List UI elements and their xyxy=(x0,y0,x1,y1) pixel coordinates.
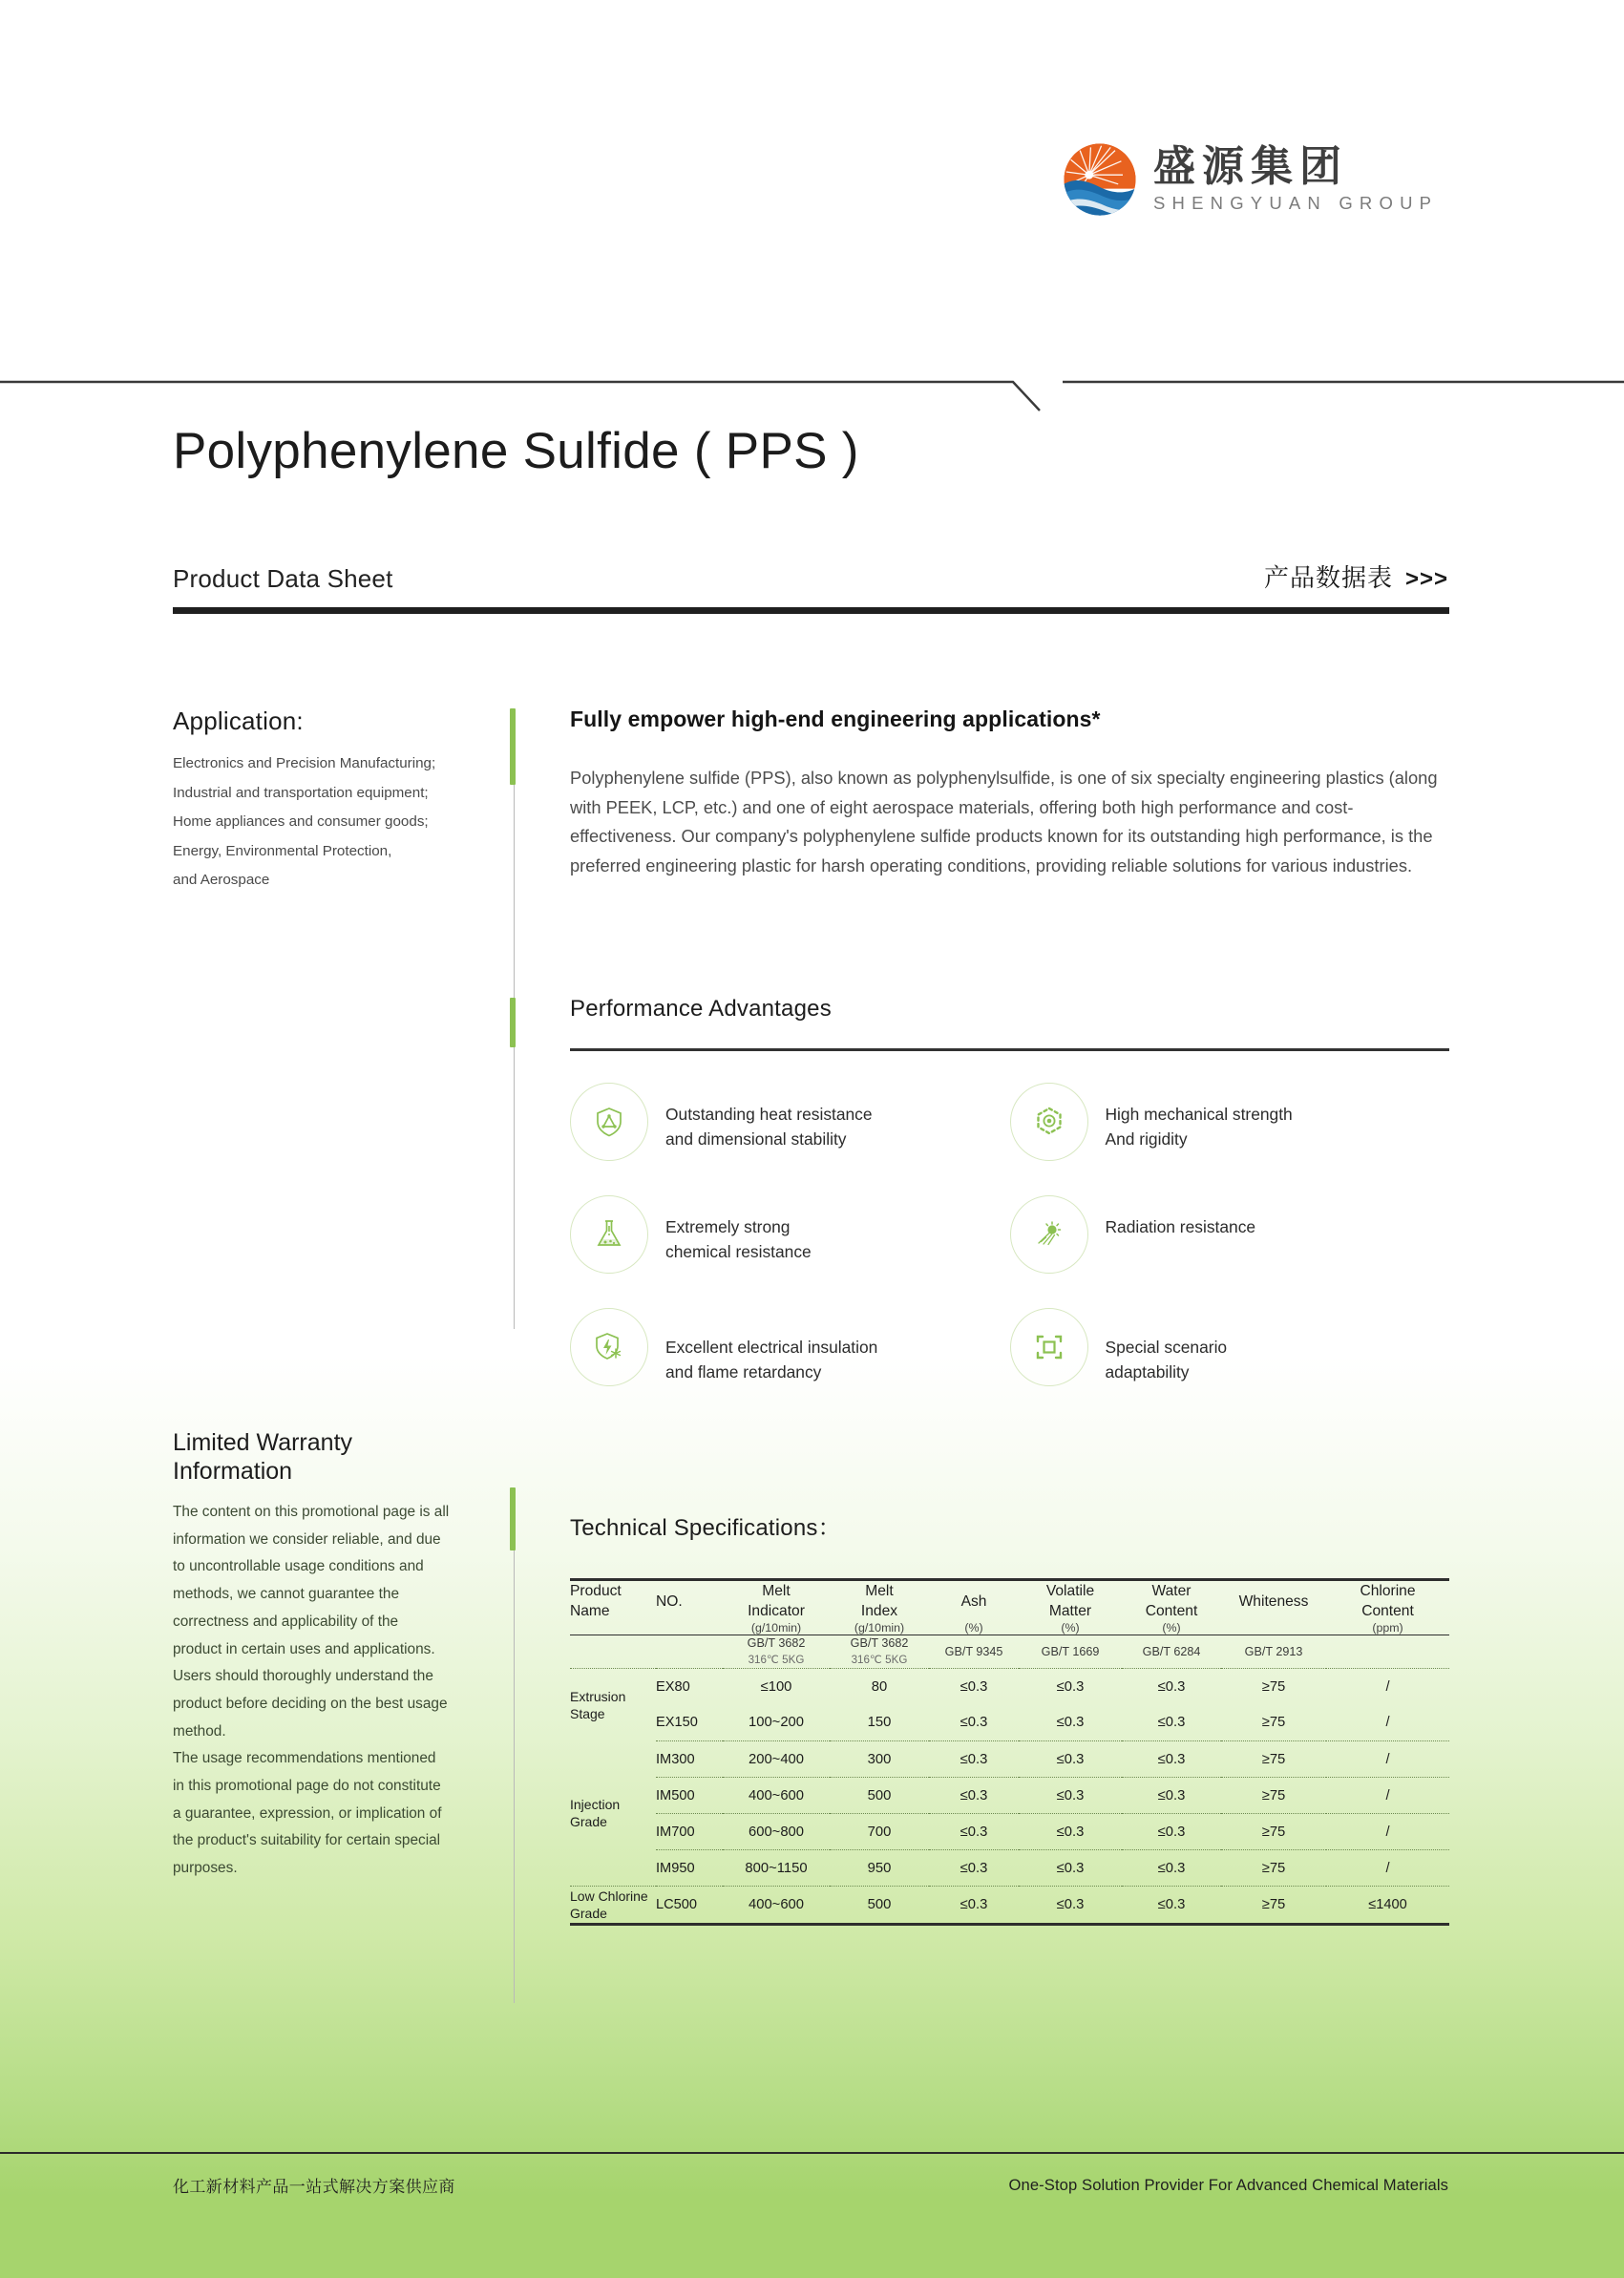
advantage-item xyxy=(570,1083,1010,1161)
group-label: Low Chlorine Grade xyxy=(570,1888,648,1921)
column-header: Whiteness xyxy=(1238,1592,1309,1610)
unit-cell: (g/10min) xyxy=(723,1621,830,1635)
cell-whiteness: ≥75 xyxy=(1221,1814,1326,1850)
green-accent-advantages xyxy=(510,998,516,1047)
subtitle-chinese: 产品数据表 xyxy=(1263,564,1393,593)
footer-divider xyxy=(0,2152,1624,2154)
cell-whiteness: ≥75 xyxy=(1221,1705,1326,1741)
advantage-item xyxy=(1010,1308,1450,1386)
standard-cell: GB/T 1669 xyxy=(1019,1635,1122,1669)
cell-no: LC500 xyxy=(656,1896,698,1912)
cell-ash: ≤0.3 xyxy=(929,1741,1019,1778)
standard-cell xyxy=(570,1635,656,1669)
subtitle-underline xyxy=(173,607,1449,614)
advantage-item xyxy=(1010,1195,1450,1274)
cell-chlorine: / xyxy=(1326,1814,1449,1850)
cell-whiteness: ≥75 xyxy=(1261,1896,1286,1912)
standard-cell xyxy=(656,1635,723,1669)
table-standards-row xyxy=(570,1635,1449,1669)
advantage-item xyxy=(570,1308,1010,1386)
specifications-table xyxy=(570,1581,1449,1635)
advantages-grid xyxy=(570,1083,1449,1386)
sun-rays-icon xyxy=(1010,1195,1088,1274)
unit-cell: (%) xyxy=(929,1621,1019,1635)
chevron-right-icon: >>> xyxy=(1404,566,1448,592)
advantages-underline xyxy=(570,1048,1449,1051)
table-units-row xyxy=(570,1621,1449,1635)
column-header: Product Name xyxy=(570,1583,622,1619)
advantage-label: Extremely strong chemical resistance xyxy=(665,1217,812,1261)
cell-melt-index: 80 xyxy=(871,1678,888,1695)
flask-warning-icon xyxy=(570,1195,648,1274)
cell-no: IM700 xyxy=(656,1814,723,1850)
cell-melt-index: 500 xyxy=(867,1896,892,1912)
cell-water: ≤0.3 xyxy=(1122,1850,1221,1887)
standard-cell: GB/T 2913 xyxy=(1221,1635,1326,1669)
application-section xyxy=(173,707,478,896)
advantages-header xyxy=(570,996,1449,1051)
table-header-row xyxy=(570,1581,1449,1621)
cell-no: IM500 xyxy=(656,1778,723,1814)
table-row xyxy=(570,1850,1449,1887)
intro-heading: Fully empower high-end engineering applications* xyxy=(570,707,1101,731)
column-header: Water Content xyxy=(1145,1583,1198,1619)
table-bottom-rule xyxy=(570,1923,1449,1926)
application-list xyxy=(173,749,478,896)
cell-chlorine: / xyxy=(1326,1741,1449,1778)
cell-water: ≤0.3 xyxy=(1122,1741,1221,1778)
cell-melt-indicator: 100~200 xyxy=(723,1705,830,1741)
advantage-item xyxy=(570,1195,1010,1274)
specifications-body-table xyxy=(570,1635,1449,1923)
cell-ash: ≤0.3 xyxy=(929,1850,1019,1887)
cell-ash: ≤0.3 xyxy=(929,1778,1019,1814)
warranty-heading-line1: Limited Warranty xyxy=(173,1429,353,1456)
warranty-section xyxy=(173,1428,450,1883)
column-header: Melt Index xyxy=(860,1583,898,1619)
footer xyxy=(173,2173,1448,2197)
cell-melt-indicator: 200~400 xyxy=(723,1741,830,1778)
footer-english-tagline: One-Stop Solution Provider For Advanced Chemical Materials xyxy=(1008,2175,1448,2194)
cell-melt-indicator: ≤100 xyxy=(760,1678,792,1695)
cell-ash: ≤0.3 xyxy=(960,1678,988,1695)
table-row xyxy=(570,1887,1449,1923)
list-item: Home appliances and consumer goods; xyxy=(173,813,429,830)
advantage-label: High mechanical strength And rigidity xyxy=(1105,1105,1293,1149)
standard-cell: GB/T 9345 xyxy=(929,1635,1019,1669)
cell-melt-indicator: 600~800 xyxy=(723,1814,830,1850)
cell-water: ≤0.3 xyxy=(1122,1705,1221,1741)
cell-melt-indicator: 400~600 xyxy=(748,1896,805,1912)
green-accent-specifications xyxy=(510,1487,516,1550)
footer-chinese-tagline: 化工新材料产品一站式解决方案供应商 xyxy=(173,2178,455,2197)
cell-no: EX150 xyxy=(656,1705,723,1741)
subtitle-english: Product Data Sheet xyxy=(173,564,393,593)
unit-cell: (ppm) xyxy=(1326,1621,1449,1635)
table-row xyxy=(570,1778,1449,1814)
cell-chlorine: / xyxy=(1326,1778,1449,1814)
cell-melt-index: 700 xyxy=(830,1814,929,1850)
shield-triangle-icon xyxy=(570,1083,648,1161)
warranty-paragraph: The usage recommendations mentioned in this promotional page do not constitute a guarantee, expression, or implication of the product's suitability for certain special purposes. xyxy=(173,1750,442,1877)
cell-volatile: ≤0.3 xyxy=(1056,1678,1085,1695)
scan-frame-icon xyxy=(1010,1308,1088,1386)
table-row xyxy=(570,1669,1449,1705)
cell-whiteness: ≥75 xyxy=(1221,1741,1326,1778)
column-header: Melt Indicator xyxy=(748,1583,805,1619)
list-item: Industrial and transportation equipment; xyxy=(173,784,429,801)
table-row xyxy=(570,1741,1449,1778)
application-heading: Application: xyxy=(173,707,304,735)
standard-cell: GB/T 6284 xyxy=(1122,1635,1221,1669)
group-label: Injection Grade xyxy=(570,1741,656,1887)
cell-chlorine: ≤1400 xyxy=(1368,1896,1407,1912)
column-header: Chlorine Content xyxy=(1360,1583,1416,1619)
subtitle-row xyxy=(173,559,1448,594)
cell-volatile: ≤0.3 xyxy=(1019,1850,1122,1887)
cell-volatile: ≤0.3 xyxy=(1019,1741,1122,1778)
cell-melt-indicator: 400~600 xyxy=(723,1778,830,1814)
cell-volatile: ≤0.3 xyxy=(1019,1705,1122,1741)
table-row xyxy=(570,1705,1449,1741)
logo-chinese-name: 盛源集团 xyxy=(1153,141,1348,191)
cell-chlorine: / xyxy=(1326,1705,1449,1741)
cell-water: ≤0.3 xyxy=(1157,1678,1186,1695)
unit-cell: (%) xyxy=(1122,1621,1221,1635)
header-divider-rule xyxy=(0,374,1624,412)
column-header: Ash xyxy=(960,1592,987,1610)
specifications-table-wrap xyxy=(570,1578,1449,1926)
list-item: Energy, Environmental Protection, xyxy=(173,842,392,859)
standard-cell: GB/T 3682 316℃ 5KG xyxy=(830,1635,929,1669)
green-accent-application xyxy=(510,708,516,785)
warranty-paragraph: The content on this promotional page is all information we consider reliable, and due to uncontrollable usage conditions and methods, we cannot guarantee the correctness and applicability of the product in certain uses and applications. xyxy=(173,1504,450,1657)
standard-cell xyxy=(1326,1635,1449,1669)
cell-melt-index: 950 xyxy=(830,1850,929,1887)
standard-cell: GB/T 3682 316℃ 5KG xyxy=(723,1635,830,1669)
cell-chlorine: / xyxy=(1385,1678,1390,1695)
advantages-heading: Performance Advantages xyxy=(570,996,832,1022)
advantage-label: Special scenario adaptability xyxy=(1105,1338,1228,1382)
cell-volatile: ≤0.3 xyxy=(1019,1814,1122,1850)
unit-cell: (%) xyxy=(1019,1621,1122,1635)
advantage-item xyxy=(1010,1083,1450,1161)
advantage-label: Outstanding heat resistance and dimensional stability xyxy=(665,1105,873,1149)
cell-melt-indicator: 800~1150 xyxy=(723,1850,830,1887)
cell-ash: ≤0.3 xyxy=(929,1814,1019,1850)
cell-no: IM300 xyxy=(656,1741,723,1778)
cell-melt-index: 150 xyxy=(830,1705,929,1741)
cell-whiteness: ≥75 xyxy=(1261,1678,1286,1695)
sun-over-waves-logo-icon xyxy=(1062,141,1138,218)
hexagon-gear-icon xyxy=(1010,1083,1088,1161)
warranty-heading-line2: Information xyxy=(173,1458,293,1485)
cell-melt-index: 300 xyxy=(830,1741,929,1778)
unit-cell xyxy=(1221,1621,1326,1635)
logo-english-name: SHENGYUAN GROUP xyxy=(1153,193,1439,214)
cell-melt-index: 500 xyxy=(830,1778,929,1814)
specifications-heading: Technical Specifications： xyxy=(570,1515,841,1541)
company-logo xyxy=(1062,141,1438,218)
unit-cell xyxy=(570,1621,656,1635)
table-row xyxy=(570,1814,1449,1850)
intro-section xyxy=(570,707,1449,880)
specifications-header xyxy=(570,1508,1449,1542)
list-item: Electronics and Precision Manufacturing; xyxy=(173,755,436,771)
intro-body: Polyphenylene sulfide (PPS), also known as polyphenylsulfide, is one of six specialty engineering plastics (along with PEEK, LCP, etc.) and one of eight aerospace materials, offering both high performance and cost-effectiveness. Our company's polyphenylene sulfide products known for its outstanding high performance, is the preferred engineering plastic for harsh operating conditions, providing reliable solutions for various industries. xyxy=(570,768,1438,875)
cell-volatile: ≤0.3 xyxy=(1056,1896,1085,1912)
shield-bolt-icon xyxy=(570,1308,648,1386)
cell-volatile: ≤0.3 xyxy=(1019,1778,1122,1814)
cell-no: EX80 xyxy=(656,1678,690,1695)
cell-no: IM950 xyxy=(656,1850,723,1887)
cell-ash: ≤0.3 xyxy=(960,1896,988,1912)
warranty-heading xyxy=(173,1428,450,1486)
page-title: Polyphenylene Sulfide ( PPS ) xyxy=(173,423,859,479)
cell-whiteness: ≥75 xyxy=(1221,1850,1326,1887)
cell-water: ≤0.3 xyxy=(1122,1814,1221,1850)
column-header: Volatile Matter xyxy=(1045,1583,1095,1619)
cell-ash: ≤0.3 xyxy=(929,1705,1019,1741)
list-item: and Aerospace xyxy=(173,872,270,888)
advantage-label: Radiation resistance xyxy=(1105,1217,1256,1236)
warranty-body xyxy=(173,1499,450,1883)
column-header: NO. xyxy=(656,1592,683,1610)
unit-cell xyxy=(656,1621,723,1635)
cell-chlorine: / xyxy=(1326,1850,1449,1887)
cell-whiteness: ≥75 xyxy=(1221,1778,1326,1814)
column-divider-lower xyxy=(514,1487,515,2003)
advantage-label: Excellent electrical insulation and flame retardancy xyxy=(665,1338,878,1382)
cell-water: ≤0.3 xyxy=(1157,1896,1186,1912)
warranty-paragraph: Users should thoroughly understand the product before deciding on the best usage method. xyxy=(173,1668,448,1740)
cell-water: ≤0.3 xyxy=(1122,1778,1221,1814)
unit-cell: (g/10min) xyxy=(830,1621,929,1635)
group-label: Extrusion Stage xyxy=(570,1688,626,1721)
